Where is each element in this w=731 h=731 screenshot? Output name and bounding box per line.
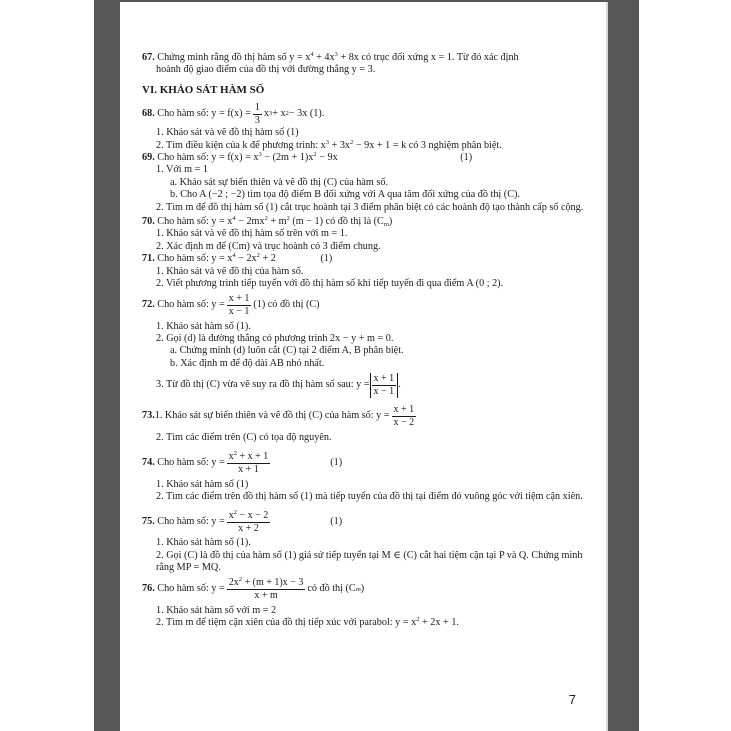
problem-number: 74.: [142, 457, 155, 469]
problem-67: 67. Chứng minh rằng đồ thị hàm số $y = x^4 + 4x^3 + 8x$ có trục đối xứng x = 1. Từ đó xác định: [142, 51, 519, 63]
problem-number: 71.: [142, 253, 155, 265]
problem-72-item-2a: a. Chứng minh (d) luôn cắt (C) tại 2 điểm A, B phân biệt.: [170, 345, 404, 357]
problem-69-item-1b: b. Cho A (−2 ; −2) tìm tọa độ điểm B đối xứng với A qua tâm đối xứng của đồ thị (C).: [170, 189, 520, 201]
problem-74: 74. Cho hàm số: y = $\frac{x^2 + x + 1}{x + 1}$ (1): [142, 450, 343, 476]
problem-72-item-3: 3. Từ đồ thị (C) vừa vẽ suy ra đồ thị hàm số sau: y = $\frac{x + 1}{x - 1}$ .: [156, 372, 401, 397]
problem-number: 67.: [142, 52, 155, 63]
problem-76-item-1: 1. Khảo sát hàm số với m = 2: [156, 604, 277, 616]
fraction: $\frac{1}{3}$: [254, 101, 260, 126]
problem-number: 68.: [142, 108, 155, 120]
fraction: $\frac{x^2 - x - 2}{x + 2}$: [228, 508, 269, 534]
fraction: $\frac{x + 1}{x - 1}$: [228, 293, 250, 317]
problem-76-item-2: 2. Tìm m để tiệm cận xiên của đồ thị tiếp xúc với parabol: $y = x^2 + 2x + 1$.: [156, 615, 459, 628]
problem-75-item-2: 2. Gọi (C) là đồ thị của hàm số (1) giả sử tiếp tuyến tại M ∈ (C) cắt hai tiệm cận tại P và Q. Chứng minh rằng MP = MQ.: [156, 549, 583, 574]
absolute-value: $\frac{x + 1}{x - 1}$: [370, 373, 399, 398]
problem-76: 76. Cho hàm số: y = $\frac{2x^2 + (m + 1)x - 3}{x + m}$ có đồ thị (C m ): [142, 576, 365, 602]
problem-71-item-1: 1. Khảo sát và vẽ đồ thị của hàm số.: [156, 265, 304, 277]
problem-72-item-1: 1. Khảo sát hàm số (1).: [156, 320, 251, 332]
problem-69-item-2: 2. Tìm m để đồ thị hàm số (1) cắt trục hoành tại 3 điểm phân biệt có các hoành độ tạo thành cấp số cộng.: [156, 201, 584, 213]
page-content: [142, 52, 590, 629]
problem-72-item-2b: b. Xác định m để độ dài AB nhỏ nhất.: [170, 357, 325, 369]
problem-number: 70.: [142, 216, 155, 228]
problem-67-continuation: hoành độ giao điểm của đồ thị với đường thẳng y = 3.: [156, 64, 376, 76]
problem-73: 73. 1. Khảo sát sự biến thiên và vẽ đồ thị (C) của hàm số: y = $\frac{x + 1}{x - 2}$: [142, 403, 415, 428]
problem-72-item-2: 2. Gọi (d) là đường thẳng có phương trình 2x − y + m = 0.: [156, 332, 394, 344]
fraction: $\frac{x + 1}{x - 2}$: [393, 403, 415, 428]
page-number: 7: [568, 692, 576, 707]
problem-75-item-1: 1. Khảo sát hàm số (1).: [156, 537, 251, 549]
problem-number: 69.: [142, 152, 155, 164]
document-page: [120, 2, 608, 731]
problem-70-item-1: 1. Khảo sát và vẽ đồ thị hàm số trên với m = 1.: [156, 228, 348, 240]
problem-69-item-1a: a. Khảo sát sự biến thiên và vẽ đồ thị (C) của hàm số.: [170, 176, 388, 188]
problem-71-item-2: 2. Viết phương trình tiếp tuyến với đồ thị hàm số khi tiếp tuyến đi qua điểm A (0 ; 2).: [156, 278, 504, 290]
problem-70: 70. Cho hàm số: $y = x^4 - 2mx^2 + m^2$ (m − 1) có đồ thị là $(C_m)$: [142, 215, 393, 229]
problem-70-item-2: 2. Xác định m để (Cm) và trục hoành có 3 điểm chung.: [156, 240, 381, 252]
problem-69: 69. Cho hàm số: $y = f(x) = x^3 - (2m + 1)x^2 - 9x$ (1): [142, 151, 473, 164]
fraction: $\frac{x^2 + x + 1}{x + 1}$: [228, 450, 269, 476]
problem-number: 73.: [142, 409, 155, 421]
problem-number: 75.: [142, 516, 155, 528]
section-title: VI. KHẢO SÁT HÀM SỐ: [142, 83, 265, 96]
fraction: $\frac{2x^2 + (m + 1)x - 3}{x + m}$: [228, 576, 304, 602]
problem-number: 72.: [142, 299, 155, 311]
problem-68-item-2: 2. Tìm điều kiện của k để phương trình: $x^3 + 3x^2 - 9x + 1 = k$ có 3 nghiệm phân biệt.: [156, 138, 502, 151]
problem-75: 75. Cho hàm số: y = $\frac{x^2 - x - 2}{x + 2}$ (1): [142, 508, 343, 534]
problem-71: 71. Cho hàm số: $y = x^4 - 2x^2 + 2$ (1): [142, 252, 333, 265]
problem-number: 76.: [142, 583, 155, 595]
problem-74-item-1: 1. Khảo sát hàm số (1): [156, 478, 249, 490]
problem-74-item-2: 2. Tìm các điểm trên đồ thị hàm số (1) mà tiếp tuyến của đồ thị tại điểm đó vuông góc với tiệm cận xiên.: [156, 490, 583, 502]
problem-68: 68. Cho hàm số: y = f(x) = $\frac{1}{3}$ x 3 + x 2 − 3x (1).: [142, 101, 325, 126]
problem-69-item-1: 1. Với m = 1: [156, 164, 208, 176]
problem-68-item-1: 1. Khảo sát và vẽ đồ thị hàm số (1): [156, 127, 299, 139]
problem-72: 72. Cho hàm số: y = $\frac{x + 1}{x - 1}$ (1) có đồ thị (C): [142, 293, 320, 317]
problem-73-item-2: 2. Tìm các điểm trên (C) có tọa độ nguyên.: [156, 432, 332, 444]
